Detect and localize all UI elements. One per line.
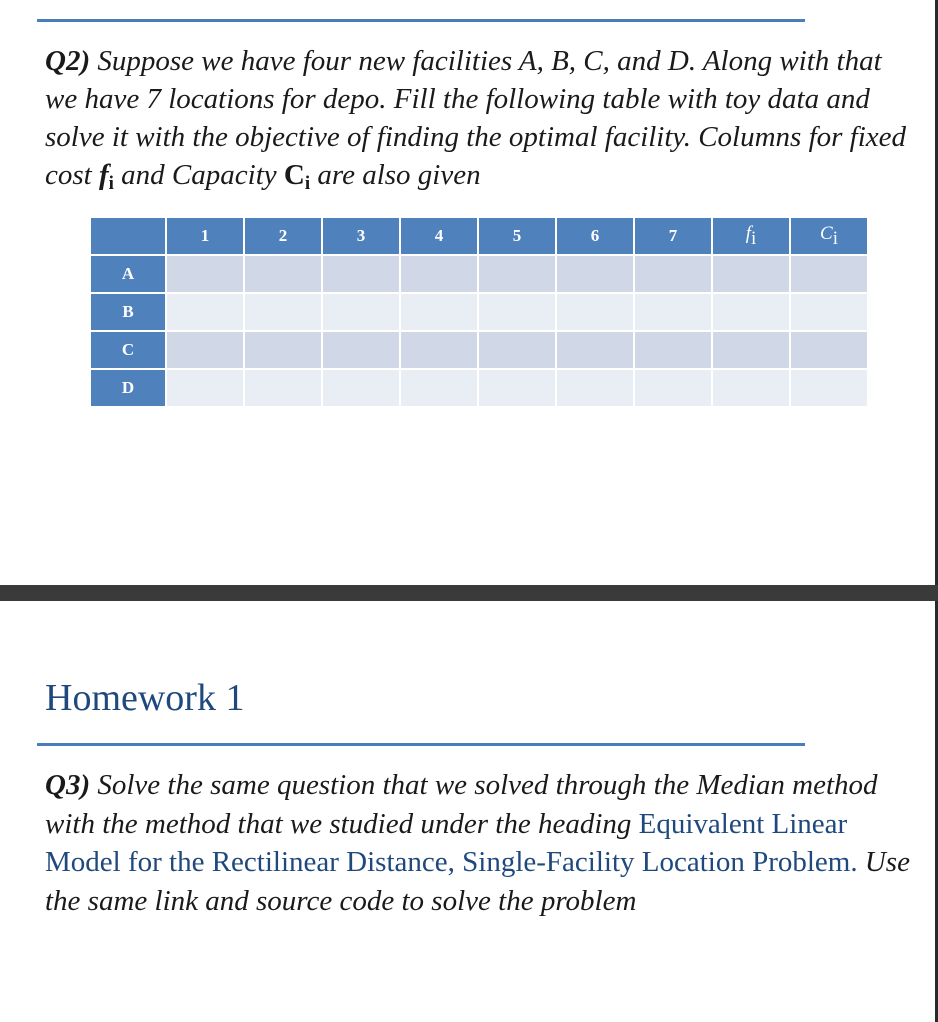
col-header-capacity [790, 217, 868, 255]
table-cell[interactable] [790, 293, 868, 331]
table-cell[interactable] [478, 293, 556, 331]
col-header-6: 6 [556, 217, 634, 255]
fi-label: f [745, 222, 751, 244]
table-cell[interactable] [712, 255, 790, 293]
table-cell[interactable] [790, 255, 868, 293]
table-cell[interactable] [244, 369, 322, 407]
homework-title: Homework 1 [45, 677, 245, 719]
facility-table [89, 216, 869, 408]
table-cell[interactable] [400, 255, 478, 293]
q2-f-var: f [98, 159, 109, 191]
fi-sub: i [751, 227, 757, 249]
table-cell[interactable] [556, 369, 634, 407]
row-header-b: B [90, 293, 166, 331]
table-cell[interactable] [634, 369, 712, 407]
ci-sub: i [832, 227, 838, 249]
table-corner-cell [90, 217, 166, 255]
table-cell[interactable] [556, 255, 634, 293]
table-cell[interactable] [556, 293, 634, 331]
col-header-2: 2 [244, 217, 322, 255]
q2-c-sub: i [304, 173, 311, 194]
table-cell[interactable] [244, 331, 322, 369]
col-header-1: 1 [166, 217, 244, 255]
table-cell[interactable] [712, 331, 790, 369]
table-cell[interactable] [478, 369, 556, 407]
q2-c-var: C [283, 159, 305, 191]
table-cell[interactable] [322, 255, 400, 293]
question-2 [45, 42, 915, 203]
q2-text-2: and Capacity [121, 159, 277, 191]
table-cell[interactable] [634, 255, 712, 293]
table-cell[interactable] [712, 369, 790, 407]
table-cell[interactable] [400, 369, 478, 407]
col-header-7: 7 [634, 217, 712, 255]
table-cell[interactable] [712, 293, 790, 331]
table-row [90, 369, 868, 407]
slide-divider [0, 585, 938, 601]
table-cell[interactable] [244, 293, 322, 331]
table-row [90, 293, 868, 331]
q2-number: Q2) [45, 45, 91, 77]
table-cell[interactable] [478, 331, 556, 369]
table-cell[interactable] [166, 255, 244, 293]
table-cell[interactable] [634, 293, 712, 331]
table-cell[interactable] [166, 331, 244, 369]
table-cell[interactable] [556, 331, 634, 369]
col-header-3: 3 [322, 217, 400, 255]
question-3 [45, 766, 915, 920]
table-cell[interactable] [322, 293, 400, 331]
top-rule [37, 19, 805, 22]
col-header-4: 4 [400, 217, 478, 255]
table-cell[interactable] [400, 293, 478, 331]
table-row [90, 331, 868, 369]
q2-text-3: are also given [317, 159, 481, 191]
table-row [90, 255, 868, 293]
q3-number: Q3) [45, 769, 91, 801]
q3-heading-ref: Equivalent Linear Model for the Rectilinear Distance, Single-Facility Location Problem. [45, 807, 858, 878]
table-header-row [90, 217, 868, 255]
q3-text-1: Solve the same question that we solved through the Median method with the method that we studied under the heading [45, 769, 878, 840]
table-cell[interactable] [322, 369, 400, 407]
table-cell[interactable] [166, 293, 244, 331]
row-header-d: D [90, 369, 166, 407]
ci-label: C [820, 222, 833, 244]
table-cell[interactable] [244, 255, 322, 293]
table-cell[interactable] [322, 331, 400, 369]
col-header-5: 5 [478, 217, 556, 255]
homework-rule [37, 743, 805, 746]
table-cell[interactable] [634, 331, 712, 369]
table-cell[interactable] [790, 369, 868, 407]
table-cell[interactable] [790, 331, 868, 369]
row-header-c: C [90, 331, 166, 369]
row-header-a: A [90, 255, 166, 293]
q2-text-1: Suppose we have four new facilities A, B, C, and D. Along with that we have 7 locations for depo. Fill the following table with toy data and solve it with the objective of finding the optimal facility. Columns for fixed cost [45, 45, 907, 191]
table-cell[interactable] [166, 369, 244, 407]
table-cell[interactable] [400, 331, 478, 369]
q3-text-2: Use the same link and source code to solve the problem [45, 846, 910, 917]
table-cell[interactable] [478, 255, 556, 293]
q2-f-sub: i [108, 173, 114, 194]
col-header-fixed-cost [712, 217, 790, 255]
